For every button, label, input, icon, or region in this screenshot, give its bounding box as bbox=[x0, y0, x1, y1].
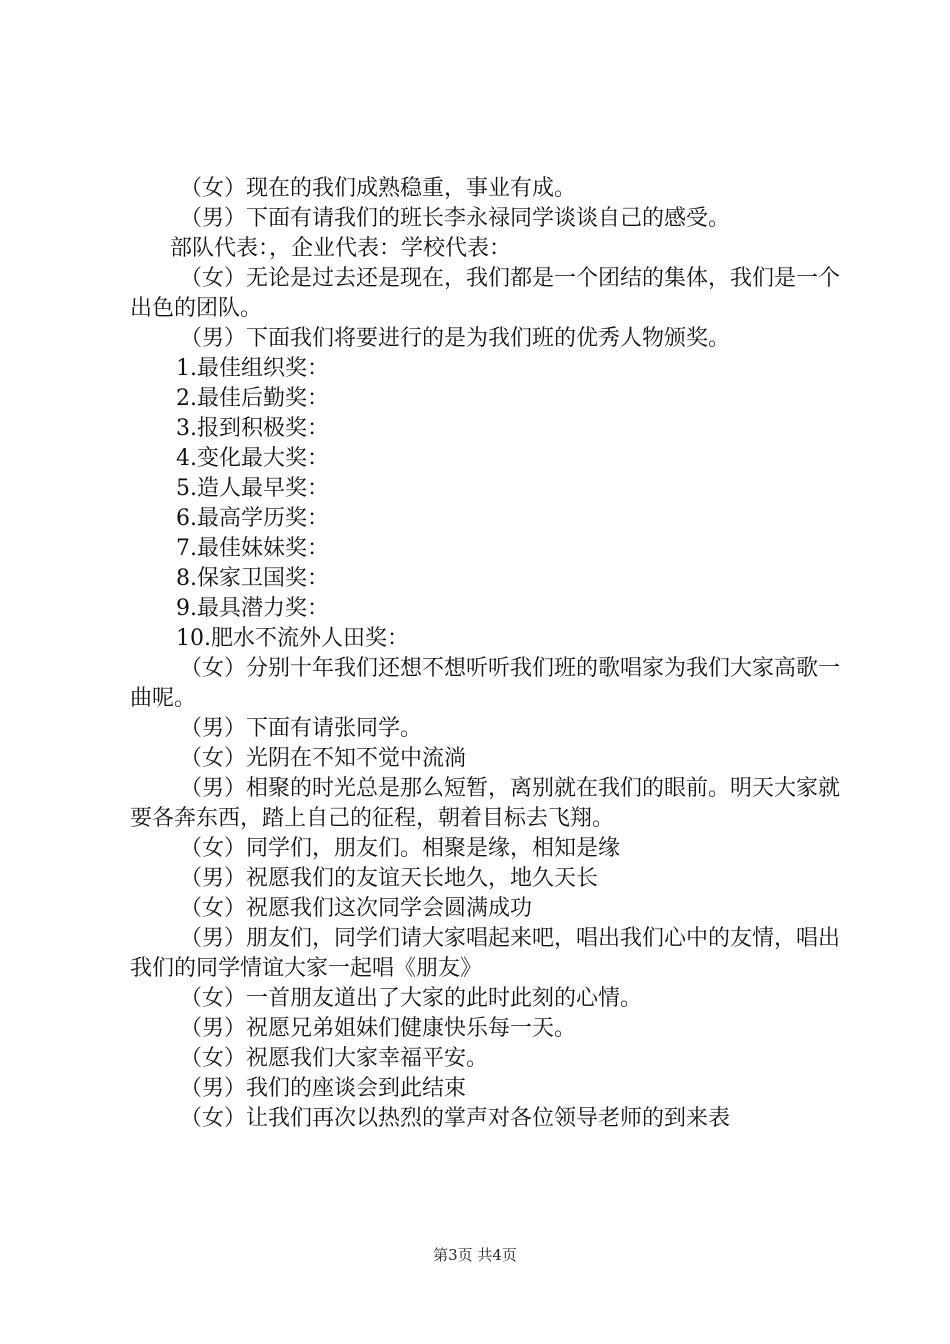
award-item: 1.最佳组织奖： bbox=[176, 356, 329, 381]
award-item: 9.最具潜力奖： bbox=[176, 596, 329, 621]
paragraph: （男）我们的座谈会到此结束 bbox=[180, 1076, 467, 1101]
paragraph: （女）光阴在不知不觉中流淌 bbox=[180, 746, 467, 771]
paragraph: （女）祝愿我们大家幸福平安。 bbox=[180, 1046, 489, 1071]
award-item: 6.最高学历奖： bbox=[176, 506, 329, 531]
award-item: 5.造人最早奖： bbox=[176, 476, 329, 501]
paragraph: （男）祝愿兄弟姐妹们健康快乐每一天。 bbox=[180, 1016, 577, 1041]
award-item: 7.最佳妹妹奖： bbox=[176, 536, 329, 561]
award-item: 2.最佳后勤奖： bbox=[176, 386, 329, 411]
paragraph: （男）朋友们，同学们请大家唱起来吧，唱出我们心中的友情，唱出我们的同学情谊大家一起唱《朋友》 bbox=[130, 926, 841, 981]
paragraph: （女）无论是过去还是现在，我们都是一个团结的集体，我们是一个出色的团队。 bbox=[130, 266, 841, 321]
paragraph: （男）祝愿我们的友谊天长地久，地久天长 bbox=[180, 866, 599, 891]
paragraph: 部队代表：，企业代表：学校代表： bbox=[170, 236, 512, 261]
document-body bbox=[130, 174, 840, 1134]
paragraph: （女）分别十年我们还想不想听听我们班的歌唱家为我们大家高歌一曲呢。 bbox=[130, 656, 841, 711]
award-item: 3.报到积极奖： bbox=[176, 416, 329, 441]
award-item: 4.变化最大奖： bbox=[176, 446, 329, 471]
paragraph: （男）相聚的时光总是那么短暂，离别就在我们的眼前。明天大家就要各奔东西，踏上自己的征程，朝着目标去飞翔。 bbox=[130, 776, 841, 831]
page-number-footer: 第3页 共4页 bbox=[433, 1246, 517, 1264]
paragraph: （女）祝愿我们这次同学会圆满成功 bbox=[180, 896, 533, 921]
paragraph: （女）一首朋友道出了大家的此时此刻的心情。 bbox=[180, 986, 643, 1011]
award-item: 8.保家卫国奖： bbox=[176, 566, 329, 591]
paragraph: （男）下面有请我们的班长李永禄同学谈谈自己的感受。 bbox=[180, 206, 731, 231]
paragraph: （男）下面有请张同学。 bbox=[180, 716, 423, 741]
paragraph: （男）下面我们将要进行的是为我们班的优秀人物颁奖。 bbox=[180, 326, 731, 351]
paragraph: （女）让我们再次以热烈的掌声对各位领导老师的到来表 bbox=[180, 1106, 731, 1131]
paragraph: （女）现在的我们成熟稳重，事业有成。 bbox=[180, 176, 577, 201]
award-item: 10.肥水不流外人田奖： bbox=[176, 626, 409, 651]
paragraph: （女）同学们，朋友们。相聚是缘，相知是缘 bbox=[180, 836, 621, 861]
